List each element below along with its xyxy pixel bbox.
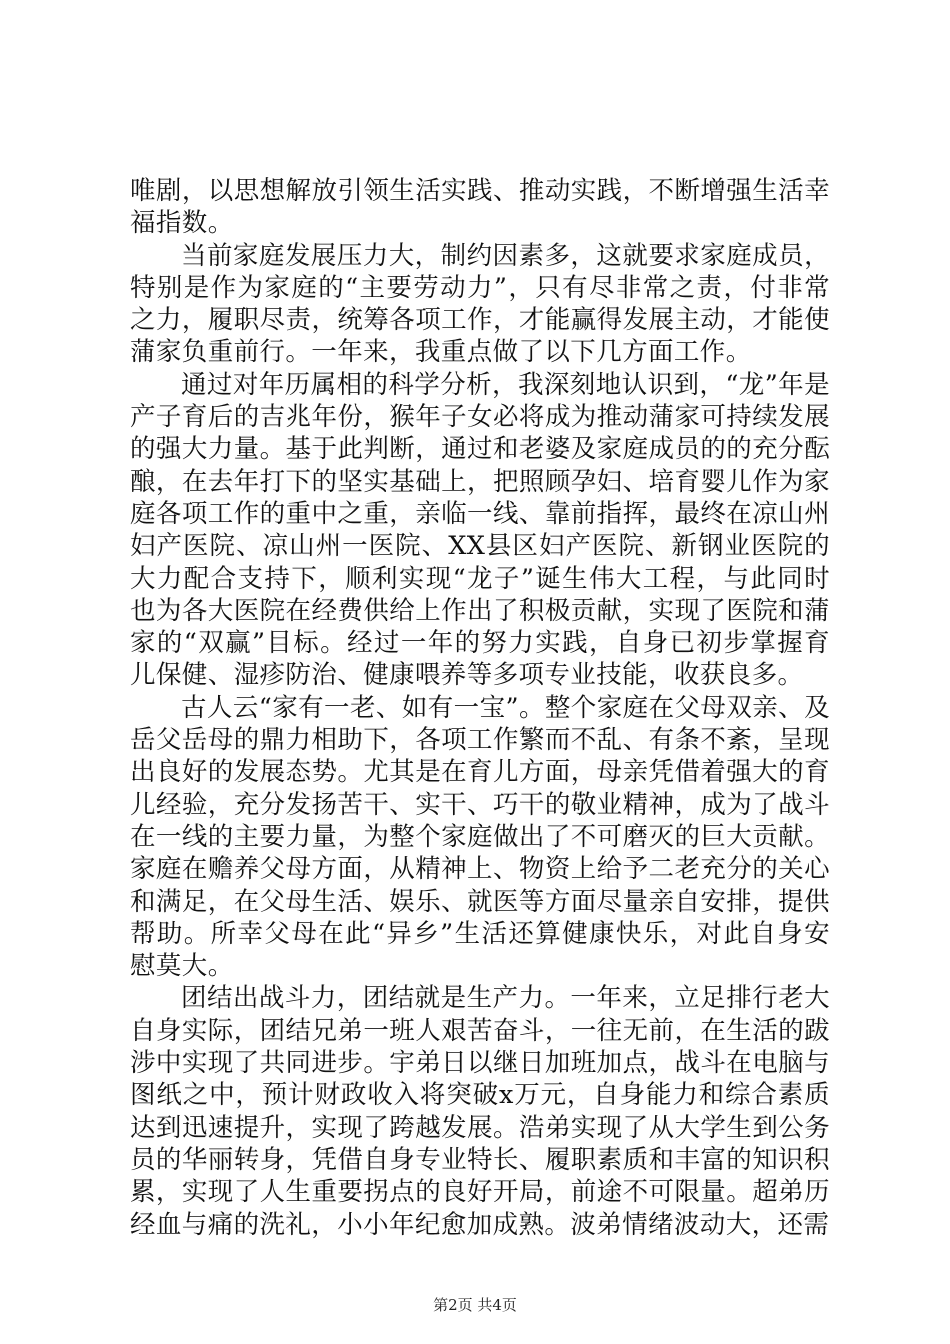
- document-body: [130, 175, 830, 1241]
- paragraph-continuation: 唯剧，以思想解放引领生活实践、推动实践，不断增强生活幸福指数。: [130, 176, 830, 239]
- paragraph-elders: 古人云“家有一老、如有一宝”。整个家庭在父母双亲、及岳父岳母的鼎力相助下，各项工作繁而不乱、有条不紊，呈现出良好的发展态势。尤其是在育儿方面，母亲凭借着强大的育儿经验，充分发扬苦干、实干、巧干的敬业精神，成为了战斗在一线的主要力量，为整个家庭做出了不可磨灭的巨大贡献。家庭在赡养父母方面，从精神上、物资上给予二老充分的关心和满足，在父母生活、娱乐、就医等方面尽量亲自安排，提供帮助。所幸父母在此“异乡”生活还算健康快乐，对此自身安慰莫大。: [130, 692, 830, 982]
- paragraph-dragon-year: 通过对年历属相的科学分析，我深刻地认识到，“龙”年是产子育后的吉兆年份，猴年子女必将成为推动蒲家可持续发展的强大力量。基于此判断，通过和老婆及家庭成员的的充分酝酿，在去年打下的坚实基础上，把照顾孕妇、培育婴儿作为家庭各项工作的重中之重，亲临一线、靠前指挥，最终在凉山州妇产医院、凉山州一医院、XX县区妇产医院、新钢业医院的大力配合支持下，顺利实现“龙子”诞生伟大工程，与此同时也为各大医院在经费供给上作出了积极贡献，实现了医院和蒲家的“双赢”目标。经过一年的努力实践，自身已初步掌握育儿保健、湿疹防治、健康喂养等多项专业技能，收获良多。: [130, 369, 830, 691]
- paragraph-family-pressure: 当前家庭发展压力大，制约因素多，这就要求家庭成员，特别是作为家庭的“主要劳动力”，只有尽非常之责，付非常之力，履职尽责，统筹各项工作，才能赢得发展主动，才能使蒲家负重前行。一年来，我重点做了以下几方面工作。: [130, 240, 830, 368]
- page-footer: 第2页 共4页: [433, 1296, 517, 1314]
- paragraph-unity: 团结出战斗力，团结就是生产力。一年来，立足排行老大自身实际，团结兄弟一班人艰苦奋斗，一往无前，在生活的跋涉中实现了共同进步。宇弟日以继日加班加点，战斗在电脑与图纸之中，预计财政收入将突破x万元，自身能力和综合素质达到迅速提升，实现了跨越发展。浩弟实现了从大学生到公务员的华丽转身，凭借自身专业特长、履职素质和丰富的知识积累，实现了人生重要拐点的良好开局，前途不可限量。超弟历经血与痛的洗礼，小小年纪愈加成熟。波弟情绪波动大，还需: [130, 983, 830, 1240]
